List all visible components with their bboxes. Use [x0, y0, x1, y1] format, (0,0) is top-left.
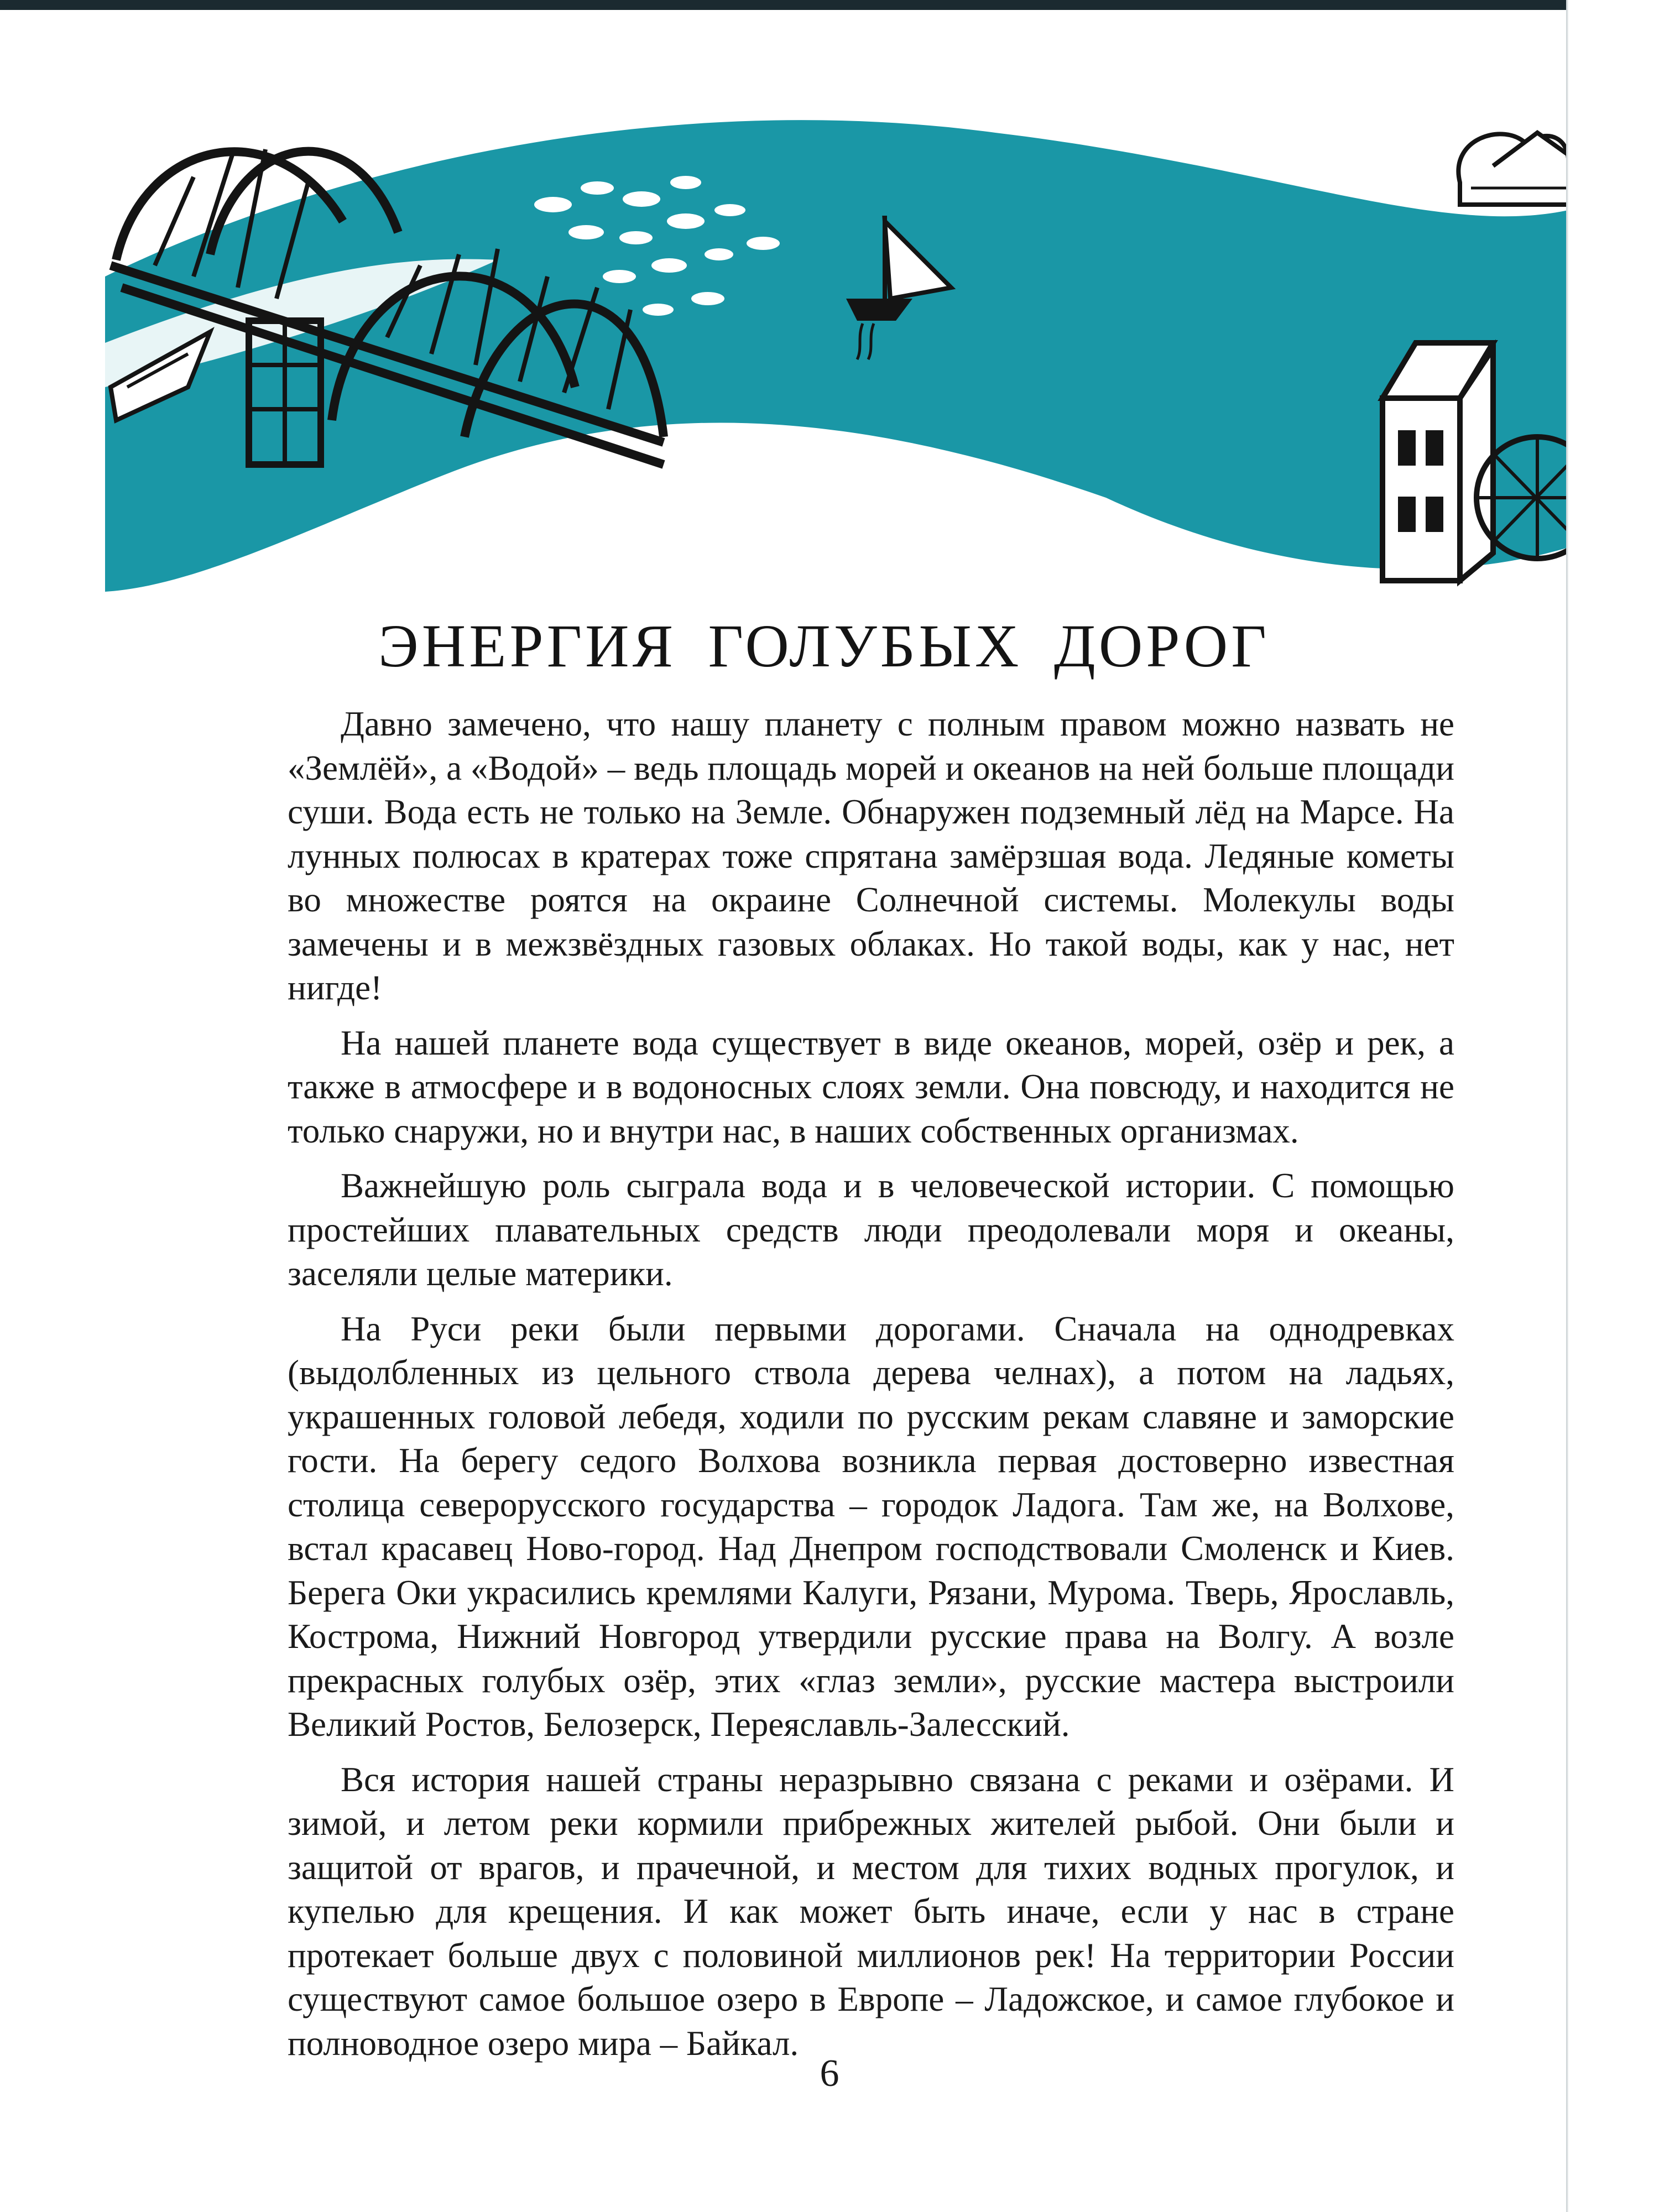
paragraph: На Руси реки были первыми дорогами. Сначала на однодревках (выдолбленных из цельного ствола дерева челнах), а потом на ладьях, украшенных головой лебедя, ходили по русским рекам славяне и заморские гости. На берегу седого Волхова возникла первая достоверно известная столица северорусского государства – городок Ладога. Там же, на Волхове, встал красавец Ново-город. Над Днепром господствовали Смоленск и Киев. Берега Оки украсились кремлями Калуги, Рязани, Мурома. Тверь, Ярославль, Кострома, Нижний Новгород утвердили русские права на Волгу. А возле прекрасных голубых озёр, этих «глаз земли», русские мастера выстроили Великий Ростов, Белозерск, Переяславль-Залесский. — [288, 1309, 1454, 1744]
paragraph: Давно замечено, что нашу планету с полным правом можно назвать не «Землёй», а «Водой» – ведь площадь морей и океанов на ней больше площади суши. Вода есть не только на Земле. Обнаружен подземный лёд на Марсе. На лунных полюсах в кратерах тоже спрятана замёрзшая вода. Ледяные кометы во множестве роятся на окраине Солнечной системы. Молекулы воды замечены и в межзвёздных газовых облаках. Но такой воды, как у нас, нет нигде! — [288, 705, 1454, 1007]
log-house — [1458, 133, 1568, 205]
paragraph: Вся история нашей страны неразрывно связана с реками и озёрами. И зимой, и летом реки кормили прибрежных жителей рыбой. Они были и защитой от врагов, и прачечной, и местом для тихих водных прогулок, и купелью для крещения. И как может быть иначе, если у нас в стране протекает больше двух с половиной миллионов рек! На территории России существуют самое большое озеро в Европе – Ладожское, и самое глубокое и полноводное озеро мира – Байкал. — [288, 1760, 1454, 2063]
page-title: ЭНЕРГИЯ ГОЛУБЫХ ДОРОГ — [378, 612, 1270, 680]
page-number: 6 — [820, 2052, 839, 2095]
paragraph: Важнейшую роль сыграла вода и в человеческой истории. С помощью простейших плавательных средств люди преодолевали моря и океаны, заселяли целые материки. — [288, 1166, 1454, 1293]
body-text — [288, 702, 1454, 2077]
river-illustration — [0, 0, 1659, 630]
page-margin — [1568, 0, 1659, 2212]
paragraph: На нашей планете вода существует в виде океанов, морей, озёр и рек, а также в атмосфере и в водоносных слоях земли. Она повсюду, и находится не только снаружи, но и внутри нас, в наших собственных организмах. — [288, 1023, 1454, 1150]
